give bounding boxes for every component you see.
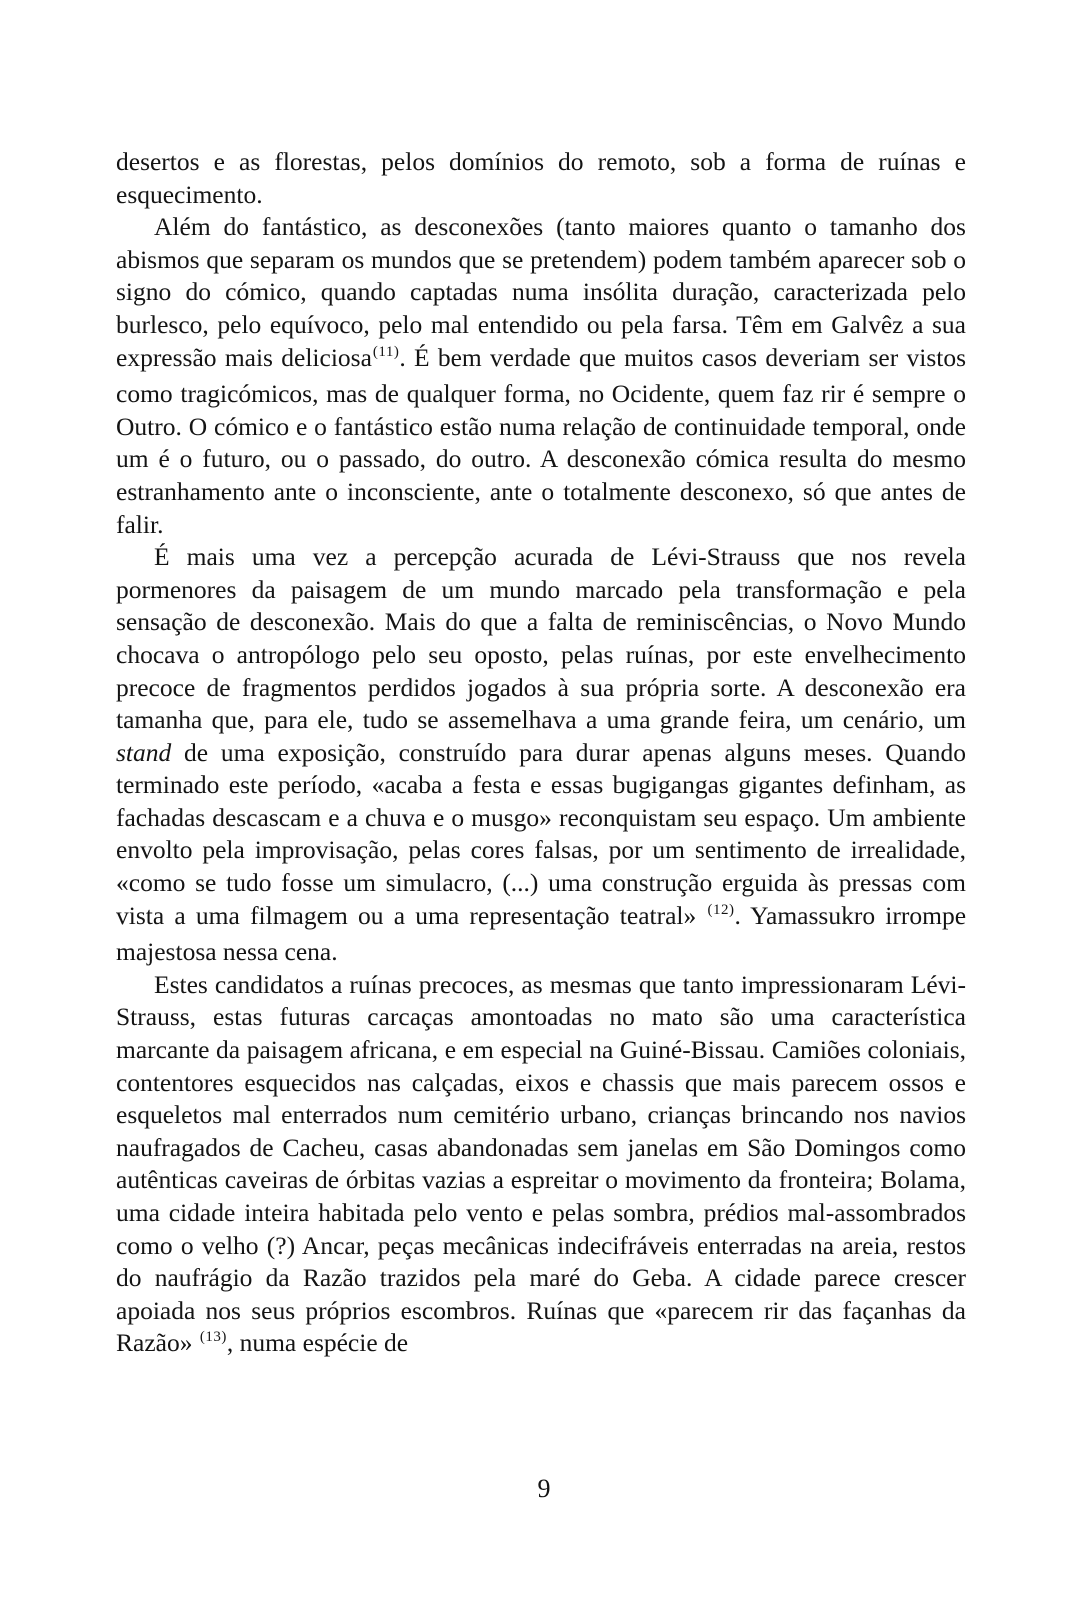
body-text bbox=[116, 146, 966, 1364]
paragraph-3 bbox=[116, 541, 966, 969]
footnote-ref-12: (12) bbox=[707, 901, 735, 918]
paragraph-4-text-a: Estes candidatos a ruínas precoces, as mesmas que tanto impressionaram Lévi-Strauss, estas futuras carcaças amontoadas no mato são uma característica marcante da paisagem africana, e em especial na Guiné-Bissau. Camiões coloniais, contentores esquecidos nas calçadas, eixos e chassis que mais parecem ossos e esqueletos mal enterrados num cemitério urbano, crianças brincando nos navios naufragados de Cacheu, casas abandonadas sem janelas em São Domingos como autênticas caveiras de órbitas vazias a espreitar o movimento da fronteira; Bolama, uma cidade inteira habitada pelo vento e pelas sombra, prédios mal-assombrados como o velho (?) Ancar, peças mecânicas indecifráveis enterradas na areia, restos do naufrágio da Razão trazidos pela maré do Geba. A cidade parece crescer apoiada nos seus próprios escombros. Ruínas que «parecem rir das façanhas da Razão» bbox=[116, 969, 966, 1358]
paragraph-3-text-c: . Yamassukro irrompe majestosa nessa cena. bbox=[116, 900, 967, 967]
paragraph-4 bbox=[116, 969, 966, 1364]
footnote-ref-11: (11) bbox=[372, 343, 400, 360]
paragraph-2-text-a: Além do fantástico, as desconexões (tanto maiores quanto o tamanho dos abismos que separam os mundos que se pretendem) podem também aparecer sob o signo do cómico, quando captadas numa insólita duração, caracterizada pelo burlesco, pelo equívoco, pelo mal entendido ou pela farsa. Têm em Galvêz a sua expressão mais deliciosa bbox=[116, 212, 966, 372]
italic-term-stand: stand bbox=[116, 737, 172, 767]
page-number: 9 bbox=[537, 1474, 551, 1503]
footnote-ref-13: (13) bbox=[199, 1329, 227, 1346]
paragraph-1 bbox=[116, 146, 966, 211]
paragraph-3-text-b: de uma exposição, construído para durar apenas alguns meses. Quando terminado este período, «acaba a festa e essas bugigangas gigantes definham, as fachadas descascam e a chuva e o musgo» reconquistam seu espaço. Um ambiente envolto pela improvisação, pelas cores falsas, por um sentimento de irrealidade, «como se tudo fosse um simulacro, (...) uma construção erguida às pressas com vista a uma filmagem ou a uma representação teatral» bbox=[116, 737, 967, 930]
paragraph-1-text: desertos e as florestas, pelos domínios do remoto, sob a forma de ruínas e esquecimento. bbox=[116, 147, 966, 209]
paragraph-2 bbox=[116, 211, 966, 541]
paragraph-4-text-b: , numa espécie de bbox=[226, 1328, 409, 1358]
paragraph-3-text-a: É mais uma vez a percepção acurada de Lévi-Strauss que nos revela pormenores da paisagem de um mundo marcado pela transformação e pela sensação de desconexão. Mais do que a falta de reminiscências, o Novo Mundo chocava o antropólogo pelo seu oposto, pelas ruínas, por este envelhecimento precoce de fragmentos perdidos jogados à sua própria sorte. A desconexão era tamanha que, para ele, tudo se assemelhava a uma grande feira, um cenário, um bbox=[116, 542, 966, 735]
paragraph-2-text-b: . É bem verdade que muitos casos deveriam ser vistos como tragicómicos, mas de qualquer forma, no Ocidente, quem faz rir é sempre o Outro. O cómico e o fantástico estão numa relação de continuidade temporal, onde um é o futuro, ou o passado, do outro. A desconexão cómica resulta do mesmo estranhamento ante o inconsciente, ante o totalmente desconexo, só que antes de falir. bbox=[116, 342, 966, 539]
